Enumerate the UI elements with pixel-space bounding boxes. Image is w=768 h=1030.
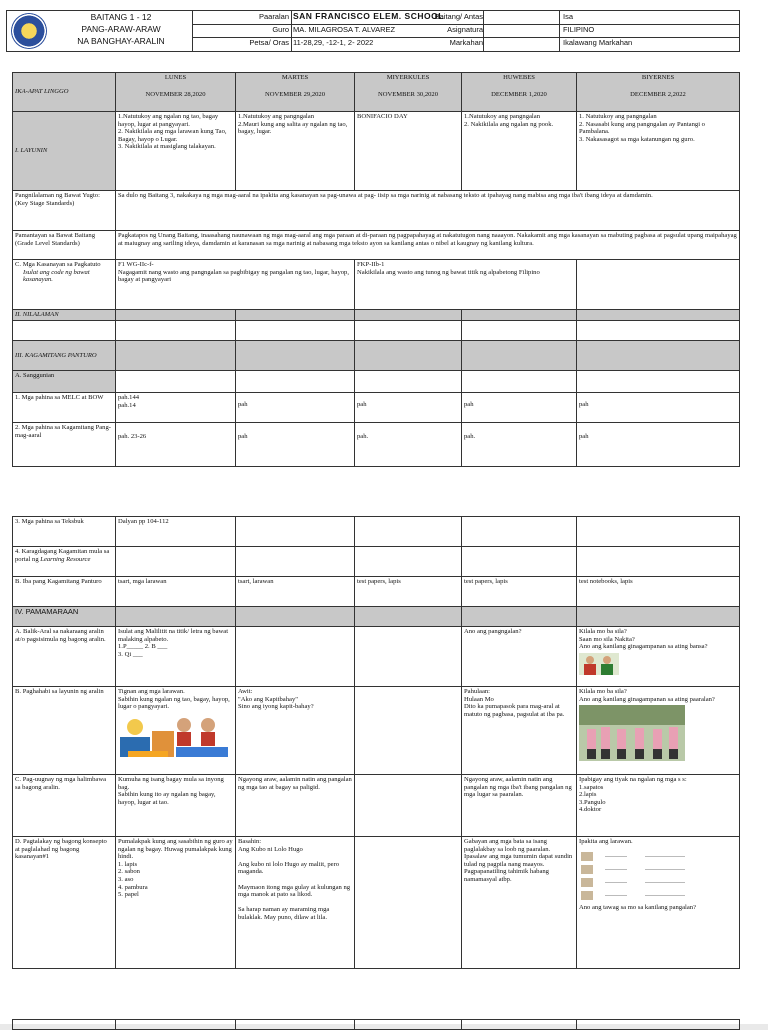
plan-title: [51, 11, 191, 47]
pamantayan-text: Sa dulo ng Baitang 3, nakakaya ng mga mag-aaral na ipakita ang kasanayan sa pag-unawa at pag- iisip sa mga narinig at nabasang teksto at ipahayag nang mabisa ang mga iba't ibang ideya at damdamin.: [116, 191, 740, 231]
paghahabi-lunes: Tignan ang mga larawan. Sabihin kung ngalan ng tao, bagay, hayop, lugar o pangyayari.: [118, 688, 230, 711]
melc-label: 1. Mga pahina sa MELC at BOW: [13, 393, 116, 423]
kasanayan-label-cell: [13, 260, 116, 310]
school-name: SAN FRANCISCO ELEM. SCHOOL: [293, 11, 444, 21]
guro-label: Guro: [272, 25, 289, 34]
baitang-value: Isa: [563, 12, 574, 21]
paguugnay-huwebes: Ngayong araw, aalamin natin ang pangalan ng mga iba't ibang pangalan ng mga lugar sa paaralan.: [462, 775, 577, 837]
pagtalakay-biyernes-question: Ano ang tawag sa mo sa kanilang pangalan?: [579, 903, 697, 911]
day-date: NOVEMBER 30,2020: [377, 90, 439, 98]
day-header-miyerkules: [355, 73, 462, 112]
iba-lunes: tsart, mga larawan: [116, 577, 236, 607]
day-name: MIYERKULES: [386, 74, 430, 81]
day-date: NOVEMBER 28,2020: [145, 90, 206, 98]
day-name: BIYERNES: [641, 74, 675, 81]
header-box: [6, 10, 740, 52]
asignatura-value: FILIPINO: [563, 25, 595, 34]
title-line-2: PANG-ARAW-ARAW: [81, 24, 161, 34]
textbook-label: 3. Mga pahina sa Teksbuk: [13, 517, 116, 547]
paguugnay-label: C. Pag-uugnay ng mga halimbawa sa bagong aralin.: [13, 775, 116, 837]
layunin-label: I. LAYUNIN: [13, 112, 116, 191]
gabay-biyernes: pah: [577, 423, 740, 467]
lr-label-cell: [13, 547, 116, 577]
iba-miyerkules: test papers, lapis: [355, 577, 462, 607]
gabay-huwebes: pah.: [462, 423, 577, 467]
textbook-lunes: Dalyan pp 104-112: [116, 517, 236, 547]
markahan-label: Markahan: [449, 38, 483, 47]
title-line-1: BAITANG 1 - 12: [90, 12, 152, 22]
balik-aral-label: A. Balik-Aral sa nakaraang aralin at/o pagsisimula ng bagong aralin.: [13, 627, 116, 687]
kasanayan-label: C. Mga Kasanayan sa Pagkatuto: [15, 261, 101, 268]
sanggunian-label: A. Sanggunian: [13, 371, 116, 393]
day-date: NOVEMBER 29,2020: [264, 90, 326, 98]
layunin-miyerkules: BONIFACIO DAY: [355, 112, 462, 191]
lesson-table-part-3: [12, 1019, 740, 1030]
layunin-biyernes: 1. Natutukoy ang pangngalan 2. Nasasabi kung ang pangngalan ay Pantangi o Pambalana. 3. Nakasasagot sa mga katanungan ng guro.: [577, 112, 740, 191]
petsa-value: 11-28,29, -12-1, 2- 2022: [293, 38, 374, 47]
melc-biyernes: pah: [577, 393, 740, 423]
deped-seal-icon: [11, 13, 47, 49]
paghahabi-label: B. Paghahabi sa layunin ng aralin: [13, 687, 116, 775]
day-date: DECEMBER 2,2022: [630, 90, 686, 98]
paghahabi-biyernes: Kilala mo ba sila? Ano ang kanilang ginagampanan sa ating paaralan?: [579, 688, 715, 703]
petsa-label: Petsa/ Oras: [249, 38, 289, 47]
paaralan-label: Paaralan: [258, 12, 289, 21]
pagtalakay-label: D. Pagtalakay ng bagong konsepto at paglalahad ng bagong kasanayan#1: [13, 837, 116, 969]
kagamitan-label: III. KAGAMITANG PANTURO: [13, 341, 116, 371]
asignatura-label: Asignatura: [447, 25, 483, 34]
nilalaman-label: II. NILALAMAN: [13, 310, 116, 321]
paguugnay-martes: Ngayong araw, aalamin natin ang pangalan ng mga tao at bagay sa paligid.: [236, 775, 355, 837]
paghahabi-huwebes: Pahulaan: Hulaan Mo Dito ka pumapasok para mag-aral at matuto ng pagbasa, pagsulat at iba pa.: [462, 687, 577, 775]
pagtalakay-biyernes: Ipakita ang larawan.: [579, 838, 633, 845]
balik-aral-huwebes: Ano ang pangngalan?: [462, 627, 577, 687]
paghahabi-lunes-cell: [116, 687, 236, 775]
paghahabi-martes: Awit: "Ako ang Kapitbahay" Sino ang iyong kapit-bahay?: [236, 687, 355, 775]
kasanayan-biyernes: [577, 260, 740, 310]
day-header-huwebes: [462, 73, 577, 112]
lr-note: Learning Resource: [40, 555, 91, 563]
iba-label: B. Iba pang Kagamitang Panturo: [13, 577, 116, 607]
pamantayan-baitang-text: Pagkatapos ng Unang Baitang, inaasahang naunawaan ng mga mag-aaral ang mga paraan at di-paraan ng pagpapahayag at nakatutugon nang naaayon. Nakakamit ang mga kasanayan sa mabuting pagbasa at pagsulat upang maipahayag at maiugnay ang sariling ideya, damdamin at karanasan sa mga narinig at nabasang mga teksto ayon sa kanilang antas o nibel at kaugnay ng kanilang kultura.: [116, 231, 740, 260]
markahan-value: Ikalawang Markahan: [563, 38, 633, 47]
header-grid: [193, 11, 739, 51]
day-header-martes: [236, 73, 355, 112]
day-header-biyernes: [577, 73, 740, 112]
day-date: DECEMBER 1,2020: [491, 90, 547, 98]
balik-aral-biyernes: Kilala mo ba sila? Saan mo sila Nakita? Ano ang kanilang ginagampanan sa ating bansa?: [579, 628, 708, 651]
pagtalakay-martes: Basahin: Ang Kubo ni Lolo Hugo Ang kubo ni lolo Hugo ay maliit, pero maganda. Maymaon itong mga gulay at kulungan ng mga manok at pato sa likod. Sa harap naman ay maraming mga bulaklak. May puno, dilaw at lila.: [236, 837, 355, 969]
pagtalakay-lunes: Pumalakpak kung ang sasabihin ng guro ay ngalan ng bagay. Huwag pumalakpak kung hindi. 1. lapis 2. sabon 3. aso 4. pambura 5. papel: [116, 837, 236, 969]
layunin-martes: 1.Natutukoy ang pangngalan 2.Mauri kung ang salita ay ngalan ng tao, bagay, lugar.: [236, 112, 355, 191]
kasanayan-miyerkules: FKP-IIb-1 Nakikilala ang wasto ang tunog ng bawat titik ng alpabetong Filipino: [355, 260, 577, 310]
lesson-table-part-1: [12, 72, 740, 467]
melc-huwebes: pah: [462, 393, 577, 423]
paguugnay-biyernes: Ipabigay ang tiyak na ngalan ng mga s s: 1.sapatos 2.lapis 3.Pangulo 4.doktor: [577, 775, 740, 837]
gabay-miyerkules: pah.: [355, 423, 462, 467]
lr-label: 4. Karagdagang Kagamitan mula sa portal ng: [15, 548, 110, 563]
paghahabi-biyernes-cell: [577, 687, 740, 775]
baitang-label: Baitang/ Antas: [434, 12, 483, 21]
pamantayan-baitang-label: Pamantayan sa Bawat Baitang (Grade Level Standards): [13, 231, 116, 260]
teacher-name: MA. MILAGROSA T. ALVAREZ: [293, 25, 396, 34]
iba-biyernes: test notebooks, lapis: [577, 577, 740, 607]
pagtalakay-huwebes: Gabayan ang mga bata sa isang paglalakbay sa loob ng paaralan. Ipasalaw ang mga tumumin dapat sundin tulad ng pagpila nang maayos. Pagpapanatiling tahimik habang namamasyal atbp.: [462, 837, 577, 969]
school-staff-photo: [579, 705, 685, 761]
balik-aral-biyernes-cell: [577, 627, 740, 687]
leaders-photo: [579, 653, 619, 675]
title-line-3: NA BANGHAY-ARALIN: [77, 36, 165, 46]
melc-martes: pah: [236, 393, 355, 423]
gabay-martes: pah: [236, 423, 355, 467]
paguugnay-lunes: Kumuha ng isang bagay mula sa inyong bag. Sabihin kung ito ay ngalan ng bagay, hayop, lugar at tao.: [116, 775, 236, 837]
melc-miyerkules: pah: [355, 393, 462, 423]
kasanayan-lunes: F1 WG-IIc-f- Nagagamit nang wasto ang pangngalan sa pagbibigay ng pangalan ng tao, lugar, hayop, bagay at pangyayari: [116, 260, 355, 310]
day-name: HUWEBES: [503, 74, 535, 81]
picture-collage: [118, 713, 230, 759]
pamamaraan-label: IV. PAMAMARAAN: [13, 607, 116, 627]
kasanayan-note: Isulat ang code ng bawat kasanayan.: [23, 268, 90, 284]
gabay-label: 2. Mga pahina sa Kagamitang Pang-mag-aaral: [13, 423, 116, 467]
layunin-huwebes: 1.Natutukoy ang pangngalan 2. Nakikilala ang ngalan ng pook.: [462, 112, 577, 191]
pamantayan-label: Pangnilalaman ng Bawat Yugto: (Key Stage Standards): [13, 191, 116, 231]
melc-lunes: pah.144 pah.14: [116, 393, 236, 423]
gabay-lunes: pah. 23-26: [116, 423, 236, 467]
iba-martes: tsart, larawan: [236, 577, 355, 607]
day-name: LUNES: [164, 74, 187, 81]
layunin-lunes: 1.Natutukoy ang ngalan ng tao, bagay hayop, lugar at pangyayari. 2. Nakikilala ang mga larawan kung Tao, Bagay, hayop o Lugar. 3. Nakikilala at masiglang talakayan.: [116, 112, 236, 191]
day-header-lunes: [116, 73, 236, 112]
pagtalakay-biyernes-cell: [577, 837, 740, 969]
iba-huwebes: test papers, lapis: [462, 577, 577, 607]
day-name: MARTES: [281, 74, 309, 81]
balik-aral-lunes: Isulat ang Malilitit na titik/ letra ng bawat malaking alpabeto. 1.P_____ 2. B ___ 3. Qi ___: [116, 627, 236, 687]
matching-chart-image: [579, 848, 699, 904]
week-label: IKA-APAT LINGGO: [13, 73, 116, 112]
lesson-table-part-2: [12, 516, 740, 969]
